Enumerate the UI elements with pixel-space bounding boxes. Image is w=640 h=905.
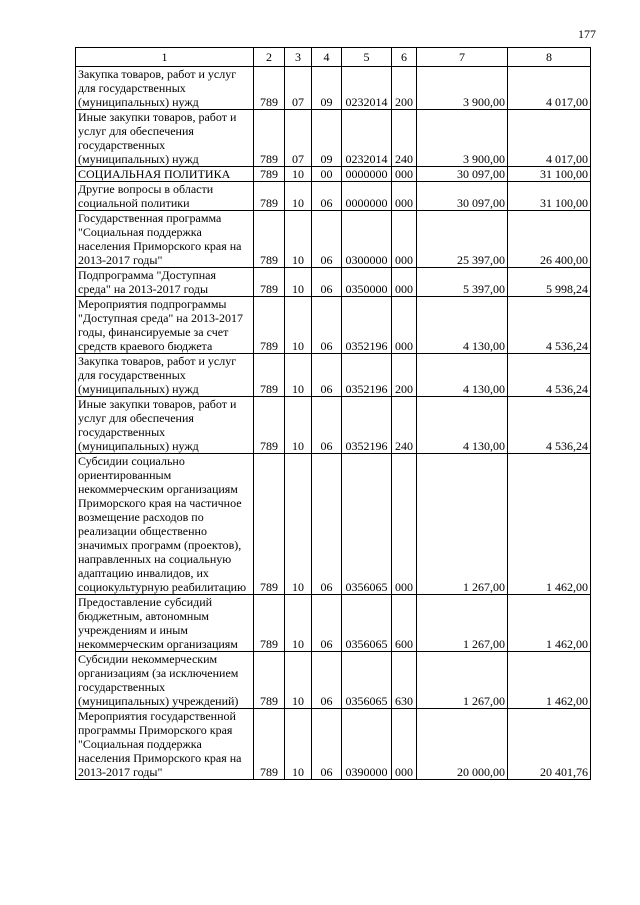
expense-type-cell: 630 [392, 652, 417, 709]
table-row [76, 67, 591, 110]
table-row [76, 297, 591, 354]
row-name-cell: Субсидии социально ориентированным некоммерческим организациям Приморского края на частичное возмещение расходов по реализации общественно значимых программ (проектов), направленных на социальную адаптацию инвалидов, их социокультурную реабилитацию [76, 454, 254, 595]
section-cell: 07 [285, 67, 312, 110]
expense-type-cell: 000 [392, 297, 417, 354]
section-cell: 10 [285, 182, 312, 211]
table-row [76, 167, 591, 182]
section-cell: 10 [285, 354, 312, 397]
table-row [76, 110, 591, 167]
admin-code-cell: 789 [254, 454, 285, 595]
amount-2016-cell: 4 536,24 [508, 297, 591, 354]
amount-2016-cell: 5 998,24 [508, 268, 591, 297]
expense-type-cell: 200 [392, 354, 417, 397]
amount-2015-cell: 1 267,00 [417, 595, 508, 652]
subsection-cell: 06 [312, 182, 342, 211]
amount-2015-cell: 5 397,00 [417, 268, 508, 297]
amount-2015-cell: 30 097,00 [417, 182, 508, 211]
admin-code-cell: 789 [254, 67, 285, 110]
target-article-cell: 0352196 [342, 354, 392, 397]
amount-2015-cell: 1 267,00 [417, 454, 508, 595]
subsection-cell: 06 [312, 354, 342, 397]
amount-2016-cell: 1 462,00 [508, 652, 591, 709]
section-cell: 10 [285, 167, 312, 182]
subsection-cell: 06 [312, 397, 342, 454]
expense-type-cell: 240 [392, 110, 417, 167]
amount-2015-cell: 20 000,00 [417, 709, 508, 780]
row-name-cell: СОЦИАЛЬНАЯ ПОЛИТИКА [76, 167, 254, 182]
table-row [76, 182, 591, 211]
row-name-cell: Предоставление субсидий бюджетным, автономным учреждениям и иным некоммерческим организациям [76, 595, 254, 652]
row-name-cell: Подпрограмма "Доступная среда" на 2013-2017 годы [76, 268, 254, 297]
subsection-cell: 09 [312, 67, 342, 110]
header-row [76, 48, 591, 67]
table-row [76, 354, 591, 397]
amount-2016-cell: 4 536,24 [508, 397, 591, 454]
subsection-cell: 06 [312, 709, 342, 780]
subsection-cell: 06 [312, 652, 342, 709]
expense-type-cell: 000 [392, 709, 417, 780]
table-row [76, 268, 591, 297]
admin-code-cell: 789 [254, 397, 285, 454]
header-cell: 2 [254, 48, 285, 67]
subsection-cell: 06 [312, 268, 342, 297]
table-row [76, 454, 591, 595]
subsection-cell: 06 [312, 595, 342, 652]
row-name-cell: Мероприятия государственной программы Приморского края "Социальная поддержка населения Приморского края на 2013-2017 годы" [76, 709, 254, 780]
amount-2015-cell: 25 397,00 [417, 211, 508, 268]
header-cell: 3 [285, 48, 312, 67]
amount-2016-cell: 1 462,00 [508, 454, 591, 595]
row-name-cell: Другие вопросы в области социальной политики [76, 182, 254, 211]
table-row [76, 211, 591, 268]
section-cell: 07 [285, 110, 312, 167]
header-cell: 4 [312, 48, 342, 67]
amount-2016-cell: 20 401,76 [508, 709, 591, 780]
amount-2016-cell: 4 536,24 [508, 354, 591, 397]
target-article-cell: 0000000 [342, 167, 392, 182]
expense-type-cell: 600 [392, 595, 417, 652]
table-row [76, 397, 591, 454]
admin-code-cell: 789 [254, 182, 285, 211]
subsection-cell: 00 [312, 167, 342, 182]
amount-2016-cell: 4 017,00 [508, 67, 591, 110]
header-cell: 1 [76, 48, 254, 67]
header-cell: 6 [392, 48, 417, 67]
admin-code-cell: 789 [254, 354, 285, 397]
expense-type-cell: 200 [392, 67, 417, 110]
amount-2015-cell: 4 130,00 [417, 297, 508, 354]
expense-type-cell: 000 [392, 454, 417, 595]
amount-2015-cell: 30 097,00 [417, 167, 508, 182]
amount-2015-cell: 3 900,00 [417, 67, 508, 110]
amount-2016-cell: 1 462,00 [508, 595, 591, 652]
budget-table [75, 47, 591, 780]
header-cell: 8 [508, 48, 591, 67]
admin-code-cell: 789 [254, 211, 285, 268]
amount-2016-cell: 26 400,00 [508, 211, 591, 268]
admin-code-cell: 789 [254, 167, 285, 182]
amount-2015-cell: 4 130,00 [417, 397, 508, 454]
section-cell: 10 [285, 297, 312, 354]
expense-type-cell: 000 [392, 268, 417, 297]
row-name-cell: Иные закупки товаров, работ и услуг для обеспечения государственных (муниципальных) нужд [76, 397, 254, 454]
header-cell: 7 [417, 48, 508, 67]
row-name-cell: Закупка товаров, работ и услуг для государственных (муниципальных) нужд [76, 354, 254, 397]
target-article-cell: 0000000 [342, 182, 392, 211]
amount-2015-cell: 3 900,00 [417, 110, 508, 167]
section-cell: 10 [285, 652, 312, 709]
amount-2016-cell: 31 100,00 [508, 167, 591, 182]
expense-type-cell: 000 [392, 182, 417, 211]
page-number: 177 [578, 27, 596, 41]
section-cell: 10 [285, 397, 312, 454]
admin-code-cell: 789 [254, 709, 285, 780]
section-cell: 10 [285, 709, 312, 780]
subsection-cell: 06 [312, 211, 342, 268]
table-row [76, 652, 591, 709]
section-cell: 10 [285, 211, 312, 268]
amount-2016-cell: 31 100,00 [508, 182, 591, 211]
header-cell: 5 [342, 48, 392, 67]
target-article-cell: 0390000 [342, 709, 392, 780]
admin-code-cell: 789 [254, 297, 285, 354]
target-article-cell: 0352196 [342, 297, 392, 354]
amount-2015-cell: 4 130,00 [417, 354, 508, 397]
amount-2015-cell: 1 267,00 [417, 652, 508, 709]
admin-code-cell: 789 [254, 595, 285, 652]
target-article-cell: 0352196 [342, 397, 392, 454]
expense-type-cell: 000 [392, 167, 417, 182]
row-name-cell: Мероприятия подпрограммы "Доступная среда" на 2013-2017 годы, финансируемые за счет средств краевого бюджета [76, 297, 254, 354]
admin-code-cell: 789 [254, 268, 285, 297]
table-row [76, 595, 591, 652]
admin-code-cell: 789 [254, 652, 285, 709]
target-article-cell: 0356065 [342, 595, 392, 652]
subsection-cell: 06 [312, 297, 342, 354]
admin-code-cell: 789 [254, 110, 285, 167]
row-name-cell: Иные закупки товаров, работ и услуг для обеспечения государственных (муниципальных) нужд [76, 110, 254, 167]
target-article-cell: 0350000 [342, 268, 392, 297]
target-article-cell: 0300000 [342, 211, 392, 268]
target-article-cell: 0232014 [342, 110, 392, 167]
section-cell: 10 [285, 268, 312, 297]
row-name-cell: Субсидии некоммерческим организациям (за исключением государственных (муниципальных) учреждений) [76, 652, 254, 709]
target-article-cell: 0356065 [342, 454, 392, 595]
expense-type-cell: 000 [392, 211, 417, 268]
expense-type-cell: 240 [392, 397, 417, 454]
amount-2016-cell: 4 017,00 [508, 110, 591, 167]
target-article-cell: 0232014 [342, 67, 392, 110]
subsection-cell: 09 [312, 110, 342, 167]
table-row [76, 709, 591, 780]
row-name-cell: Закупка товаров, работ и услуг для государственных (муниципальных) нужд [76, 67, 254, 110]
target-article-cell: 0356065 [342, 652, 392, 709]
section-cell: 10 [285, 595, 312, 652]
subsection-cell: 06 [312, 454, 342, 595]
row-name-cell: Государственная программа "Социальная поддержка населения Приморского края на 2013-2017 годы" [76, 211, 254, 268]
section-cell: 10 [285, 454, 312, 595]
